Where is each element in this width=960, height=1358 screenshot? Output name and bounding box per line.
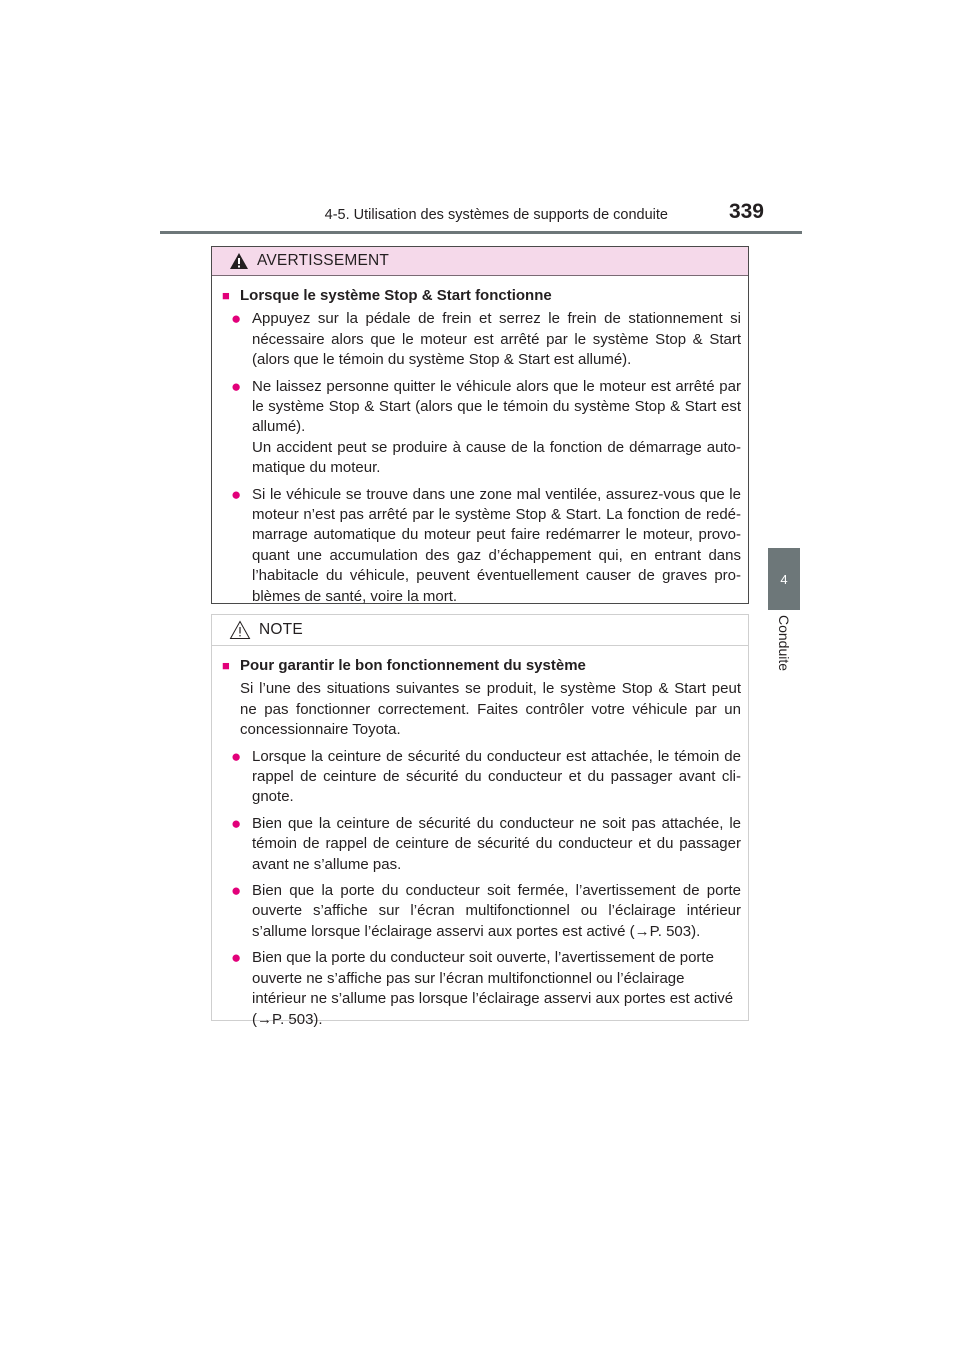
note-body [212, 646, 748, 1030]
list-item-text: Lorsque la ceinture de sécurité du conducteur est attachée, le témoin de rappel de ceinture de sécurité du conducteur et du passager avant cli-gnote. [252, 747, 741, 806]
square-bullet-icon: ■ [222, 288, 230, 303]
section-title: 4-5. Utilisation des systèmes de supports de conduite [324, 207, 668, 223]
circle-bullet-icon: ● [231, 746, 242, 766]
list-item-text: Bien que la ceinture de sécurité du conducteur ne soit pas attachée, le témoin de rappel de ceinture de sécurité du conducteur et du passager avant ne s’allume pas. [252, 814, 741, 873]
chapter-number: 4 [780, 571, 788, 587]
list-item-text: Appuyez sur la pédale de frein et serrez le frein de stationnement si nécessaire alors que le moteur est arrêté par le système Stop & Start (alors que le témoin du système Stop & Start est allumé). [252, 310, 741, 369]
circle-bullet-icon: ● [231, 881, 242, 901]
circle-bullet-icon: ● [231, 309, 242, 329]
note-box [211, 614, 749, 1028]
note-box-header [212, 615, 748, 646]
page-reference: (→P. 503). [252, 1010, 323, 1028]
warning-box-header [212, 247, 748, 276]
note-title: NOTE [259, 621, 303, 638]
warning-heading [222, 286, 741, 306]
list-item [222, 485, 741, 607]
circle-bullet-icon: ● [231, 813, 242, 833]
square-bullet-icon: ■ [222, 658, 230, 673]
list-item-paragraph: Ne laissez personne quitter le véhicule alors que le moteur est arrêté par le système Stop & Start (alors que le témoin du système Stop & Start est allumé). [252, 377, 741, 436]
list-item [222, 814, 741, 875]
chapter-label-container [768, 611, 800, 675]
list-item-text [252, 377, 741, 479]
list-item [222, 747, 741, 808]
list-item-text: Bien que la porte du conducteur soit fermée, l’avertissement de porte ouverte s’affiche sur l’écran multifonctionnel ou l’éclairage intérieur s’allume lorsque l’éclairage asservi aux portes est activé (→P. 503). [252, 882, 741, 940]
list-item [222, 309, 741, 370]
list-item-text [252, 948, 741, 1030]
warning-body [212, 276, 748, 607]
list-item-text: Si le véhicule se trouve dans une zone mal ventilée, assurez-vous que le moteur n’est pas arrêté par le système Stop & Start. La fonction de redé-marrage automatique du moteur peut faire redémarrer le moteur, provo-quant une accumulation des gaz d’échappement qui, en entrant dans l’habitacle du véhicule, peuvent éventuellement causer de graves pro-blèmes de santé, voire la mort. [252, 485, 741, 605]
warning-box [211, 246, 749, 604]
note-intro: Si l’une des situations suivantes se produit, le système Stop & Start peut ne pas fonctionner correctement. Faites contrôler votre véhicule par un concessionnaire Toyota. [240, 680, 741, 739]
circle-bullet-icon: ● [231, 376, 242, 396]
header-rule [160, 231, 802, 234]
list-item [222, 881, 741, 942]
chapter-tab [768, 548, 800, 610]
list-item [222, 377, 741, 479]
warning-triangle-icon [229, 252, 249, 270]
note-heading-text: Pour garantir le bon fonctionnement du système [240, 657, 586, 674]
circle-bullet-icon: ● [231, 484, 242, 504]
list-item [222, 948, 741, 1030]
circle-bullet-icon: ● [231, 948, 242, 968]
chapter-label: Conduite [776, 614, 793, 672]
page-number: 339 [728, 200, 764, 223]
list-item-paragraph: Un accident peut se produire à cause de la fonction de démarrage auto-matique du moteur. [252, 438, 741, 477]
warning-title: AVERTISSEMENT [257, 252, 390, 269]
caution-triangle-outline-icon [229, 620, 251, 640]
note-heading [222, 656, 741, 676]
list-item-paragraph: Bien que la porte du conducteur soit ouverte, l’avertissement de porte ouverte ne s’affiche pas sur l’écran multifonctionnel ou l’éclairage intérieur ne s’allume pas lorsque l’éclairage asservi aux portes est activé [252, 949, 734, 1008]
warning-heading-text: Lorsque le système Stop & Start fonctionne [240, 287, 552, 304]
